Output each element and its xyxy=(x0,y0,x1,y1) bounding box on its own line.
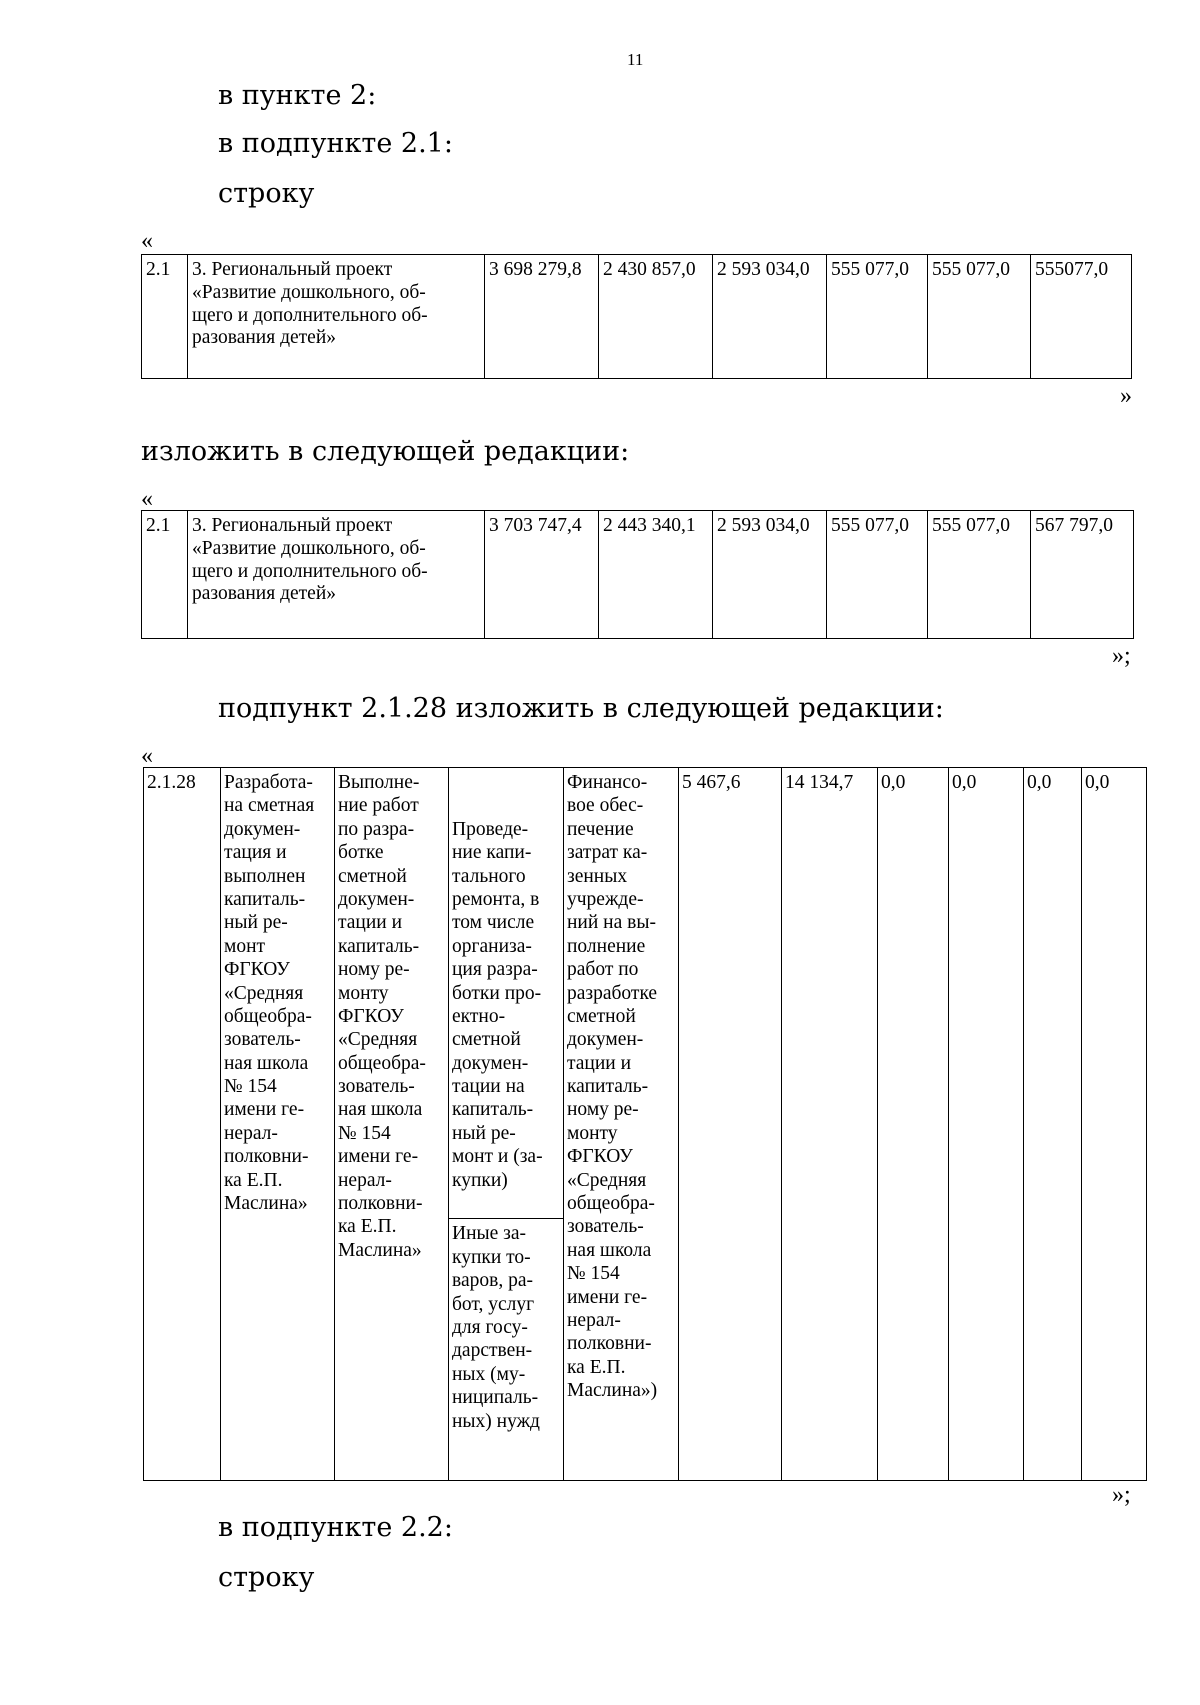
value-cell: 555 077,0 xyxy=(827,511,928,639)
outro-line-1: в подпункте 2.2: xyxy=(218,1512,453,1543)
value-cell: 567 797,0 xyxy=(1031,511,1134,639)
value-cell: 555 077,0 xyxy=(928,511,1031,639)
intro-line-1: в пункте 2: xyxy=(218,80,377,111)
close-quote-1: » xyxy=(1120,383,1132,409)
value-cell: 2 443 340,1 xyxy=(599,511,713,639)
outro-line-2: строку xyxy=(218,1562,315,1593)
value-cell: 5 467,6 xyxy=(679,768,782,1481)
page-number: 11 xyxy=(627,50,644,69)
value-cell: 555077,0 xyxy=(1031,255,1132,379)
result-text: Разработа- на сметная докумен- тация и выполнен капиталь- ный ре- монт ФГКОУ «Средняя общеобра- зователь- ная школа № 154 имени ге- нерал- полковни- ка Е.П. Маслина» xyxy=(221,768,335,1481)
sub-heading: подпункт 2.1.28 изложить в следующей редакции: xyxy=(218,693,944,724)
expense-type-cell xyxy=(449,768,564,1481)
value-cell: 14 134,7 xyxy=(782,768,878,1481)
expense-type-main: Проведе- ние капи- тального ремонта, в том числе организа- ция разра- ботки про- ектно- сметной докумен- тации на капиталь- ный ре- монт и (за- купки) xyxy=(452,818,543,1191)
value-cell: 555 077,0 xyxy=(928,255,1031,379)
mid-heading: изложить в следующей редакции: xyxy=(141,436,630,467)
row-number: 2.1 xyxy=(142,511,188,639)
value-cell: 555 077,0 xyxy=(827,255,928,379)
value-cell: 0,0 xyxy=(949,768,1024,1481)
value-cell: 2 593 034,0 xyxy=(713,255,827,379)
value-cell: 2 430 857,0 xyxy=(599,255,713,379)
financing-text: Финансо- вое обес- печение затрат ка- зенных учрежде- ний на вы- полнение работ по разработке сметной докумен- тации и капиталь- ному ре- монту ФГКОУ «Средняя общеобра- зователь- ная школа № 154 имени ге- нерал- полковни- ка Е.П. Маслина») xyxy=(564,768,679,1481)
value-cell: 3 703 747,4 xyxy=(485,511,599,639)
value-cell: 2 593 034,0 xyxy=(713,511,827,639)
value-cell: 0,0 xyxy=(878,768,949,1481)
close-quote-2: »; xyxy=(1112,643,1131,669)
table-2128-row xyxy=(143,767,1147,1481)
row-name: 3. Региональный проект «Развитие дошкольного, об- щего и дополнительного об- разования детей» xyxy=(188,255,485,379)
open-quote-3: « xyxy=(141,743,153,769)
open-quote-1: « xyxy=(141,228,153,254)
open-quote-2: « xyxy=(141,486,153,512)
expense-type-other: Иные за- купки то- варов, ра- бот, услуг для госу- дарствен- ных (му- ниципаль- ных) нужд xyxy=(449,1218,563,1433)
value-cell: 0,0 xyxy=(1024,768,1082,1481)
table-old-row xyxy=(141,254,1132,379)
row-number: 2.1.28 xyxy=(144,768,221,1481)
value-cell: 3 698 279,8 xyxy=(485,255,599,379)
event-text: Выполне- ние работ по разра- ботке сметной докумен- тации и капиталь- ному ре- монту ФГКОУ «Средняя общеобра- зователь- ная школа № 154 имени ге- нерал- полковни- ка Е.П. Маслина» xyxy=(335,768,449,1481)
close-quote-3: »; xyxy=(1112,1482,1131,1508)
row-number: 2.1 xyxy=(142,255,188,379)
table-new-row xyxy=(141,510,1134,639)
intro-line-3: строку xyxy=(218,178,315,209)
row-name: 3. Региональный проект «Развитие дошкольного, об- щего и дополнительного об- разования детей» xyxy=(188,511,485,639)
intro-line-2: в подпункте 2.1: xyxy=(218,128,453,159)
value-cell: 0,0 xyxy=(1082,768,1147,1481)
